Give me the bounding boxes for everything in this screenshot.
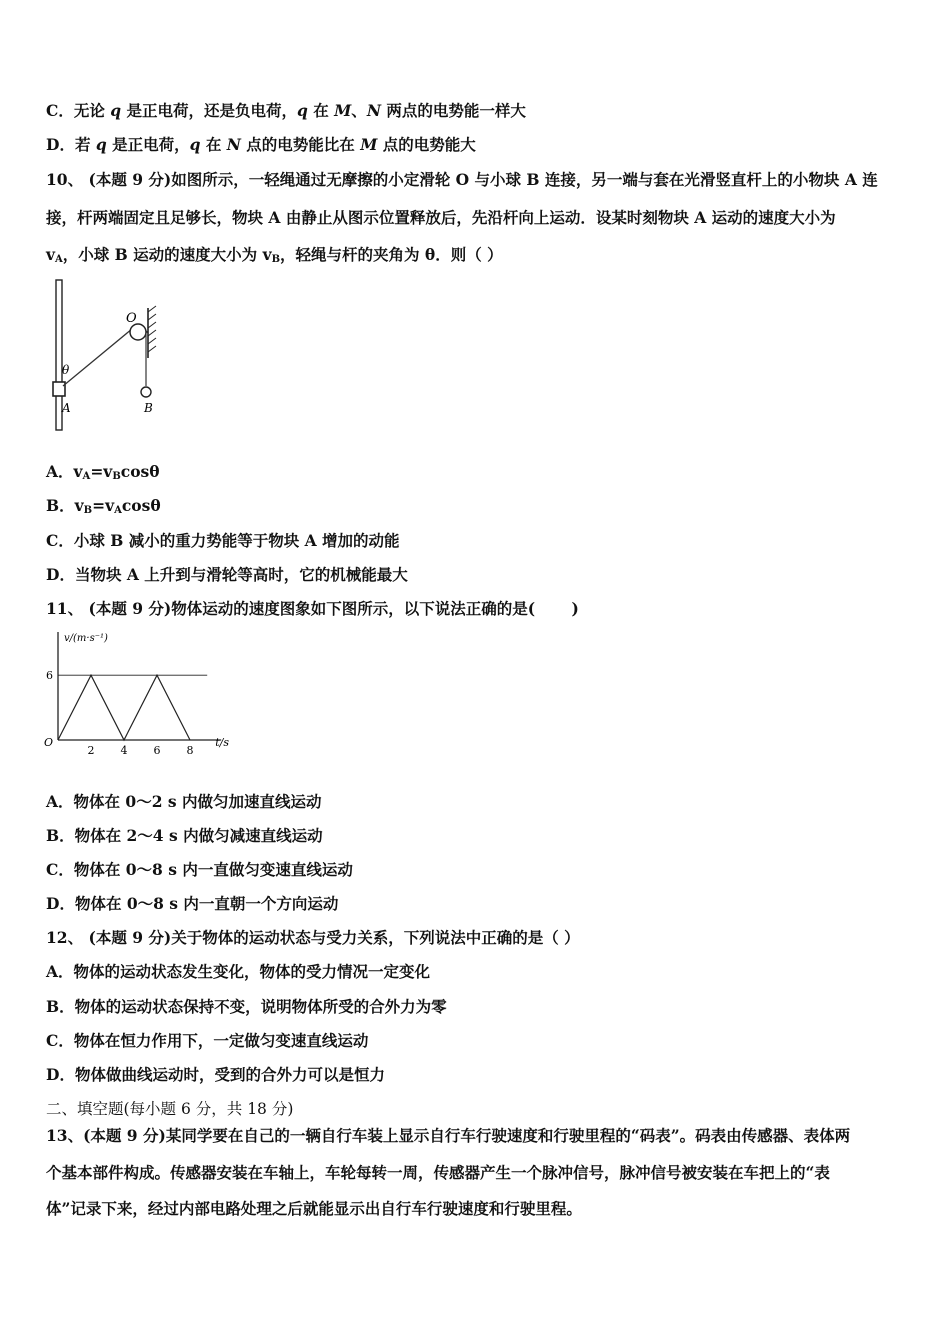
q10-option-a-s2: B [112, 471, 121, 482]
q13-stem-line1 [46, 1126, 850, 1146]
q9-option-c-q1: q [110, 101, 122, 120]
q10-option-a-tail: cosθ [120, 462, 160, 481]
q13-line1: 某同学要在自己的一辆自行车装上显示自行车行驶速度和行驶里程的“码表”。码表由传感器、表体两 [165, 1126, 851, 1145]
q9-option-c-sep: 、 [351, 101, 367, 120]
q12-option-b: B．物体的运动状态保持不变，说明物体所受的合外力为零 [46, 997, 447, 1016]
velocity-series-line [58, 675, 190, 740]
q10-line3-sub1: A [55, 254, 63, 265]
q9-option-d-mid3: 点的电势能比在 [240, 135, 361, 154]
q10-stem-line1 [46, 170, 878, 190]
q9-option-d-q1: q [95, 135, 107, 154]
q9-option-d-q2: q [189, 135, 201, 154]
q10-tag: (本题 9 分) [88, 170, 172, 189]
x-tick-label-8: 8 [186, 744, 194, 757]
q12-stem [46, 928, 580, 948]
q12-tag: (本题 9 分) [88, 928, 172, 947]
light-rope [63, 324, 138, 386]
q11-option-c: C．物体在 0～8 s 内一直做匀变速直线运动 [46, 860, 353, 879]
q10-stem-line2: 接，杆两端固定且足够长，物块 A 由静止从图示位置释放后，先沿杆向上运动．设某时刻物块 A 运动的速度大小为 [46, 208, 836, 227]
q12-option-d: D．物体做曲线运动时，受到的合外力可以是恒力 [46, 1065, 385, 1084]
q9-option-d-mid2: 在 [200, 135, 227, 154]
q11-option-a: A．物体在 0～2 s 内做匀加速直线运动 [46, 792, 322, 811]
q9-option-c [46, 101, 526, 121]
q10-pulley-figure [40, 276, 170, 436]
q10-option-a [46, 462, 160, 487]
q11-option-d: D．物体在 0～8 s 内一直朝一个方向运动 [46, 894, 339, 913]
y-tick-label-6: 6 [46, 669, 53, 683]
q10-line3-b: ，小球 B 运动的速度大小为 v [62, 245, 272, 264]
q9-option-d-mid1: 是正电荷， [106, 135, 190, 154]
q12-stem-text: 关于物体的运动状态与受力关系，下列说法中正确的是（ ） [171, 928, 580, 947]
y-axis-label: v/(m·s⁻¹) [64, 633, 108, 644]
q10-option-a-eq: =v [90, 462, 113, 481]
block-a [53, 382, 65, 396]
q9-option-d-suffix: 点的电势能大 [377, 135, 476, 154]
q10-option-b-tail: cosθ [121, 496, 161, 515]
pulley-o [130, 324, 146, 340]
q10-option-b [46, 496, 161, 521]
q10-option-c: C．小球 B 减小的重力势能等于物块 A 增加的动能 [46, 531, 400, 550]
q10-line3-a: v [46, 245, 56, 264]
q10-option-b-v1: v [74, 496, 84, 515]
q13-number: 13、 [46, 1126, 84, 1145]
q9-option-c-q2: q [296, 101, 308, 120]
label-a: A [62, 401, 71, 415]
q10-option-a-s1: A [82, 471, 91, 482]
q13-tag: (本题 9 分) [83, 1126, 166, 1145]
q12-option-a: A．物体的运动状态发生变化，物体的受力情况一定变化 [46, 962, 431, 981]
q12-option-c: C．物体在恒力作用下，一定做匀变速直线运动 [46, 1031, 369, 1050]
q9-option-d-prefix: D．若 [46, 135, 96, 154]
q10-stem-line3 [46, 245, 503, 270]
q10-line1: 如图所示，一轻绳通过无摩擦的小定滑轮 O 与小球 B 连接，另一端与套在光滑竖直杆上的小物块 A 连 [171, 170, 878, 189]
q11-option-b: B．物体在 2～4 s 内做匀减速直线运动 [46, 826, 323, 845]
q9-option-c-prefix: C．无论 [46, 101, 111, 120]
label-theta: θ [62, 363, 70, 377]
q11-number: 11、 [46, 599, 84, 618]
q12-number: 12、 [46, 928, 84, 947]
x-tick-label-6: 6 [153, 744, 161, 757]
q10-line3-c: ，轻绳与杆的夹角为 θ．则（ ） [280, 245, 503, 264]
q11-velocity-time-chart [40, 628, 240, 758]
q9-option-c-m: M [334, 101, 352, 120]
q10-option-a-v1: v [73, 462, 83, 481]
q10-option-b-prefix: B． [46, 496, 75, 515]
q9-option-c-mid2: 在 [307, 101, 335, 120]
q11-stem-text: 物体运动的速度图象如下图所示，以下说法正确的是( ) [171, 599, 579, 618]
q11-tag: (本题 9 分) [88, 599, 172, 618]
ball-b [141, 387, 151, 397]
q10-option-b-s1: B [83, 505, 93, 516]
x-axis-label: t/s [215, 736, 229, 749]
x-tick-label-2: 2 [87, 744, 95, 757]
q10-option-b-eq: =v [92, 496, 115, 515]
q10-number: 10、 [46, 170, 84, 189]
q9-option-d-n: N [226, 135, 241, 154]
q13-stem-line2: 个基本部件构成。传感器安装在车轴上，车轮每转一周，传感器产生一个脉冲信号，脉冲信号被安装在车把上的“表 [46, 1163, 830, 1182]
q9-option-c-n: N [366, 101, 381, 120]
q13-stem-line3: 体”记录下来，经过内部电路处理之后就能显示出自行车行驶速度和行驶里程。 [46, 1199, 582, 1218]
q9-option-c-mid1: 是正电荷，还是负电荷， [121, 101, 297, 120]
q11-stem [46, 599, 579, 619]
q10-line3-sub2: B [271, 254, 281, 265]
origin-label: O [44, 736, 54, 749]
label-b: B [144, 401, 153, 415]
section-heading-fill-in: 二、填空题(每小题 6 分，共 18 分) [46, 1100, 294, 1118]
x-tick-label-4: 4 [120, 744, 128, 757]
q9-option-c-suffix: 两点的电势能一样大 [380, 101, 526, 120]
q10-option-b-s2: A [114, 505, 122, 516]
q9-option-d [46, 135, 476, 155]
q10-option-a-prefix: A． [46, 462, 74, 481]
label-o: O [126, 311, 137, 326]
q10-option-d: D．当物块 A 上升到与滑轮等高时，它的机械能最大 [46, 565, 408, 584]
q9-option-d-m: M [360, 135, 378, 154]
